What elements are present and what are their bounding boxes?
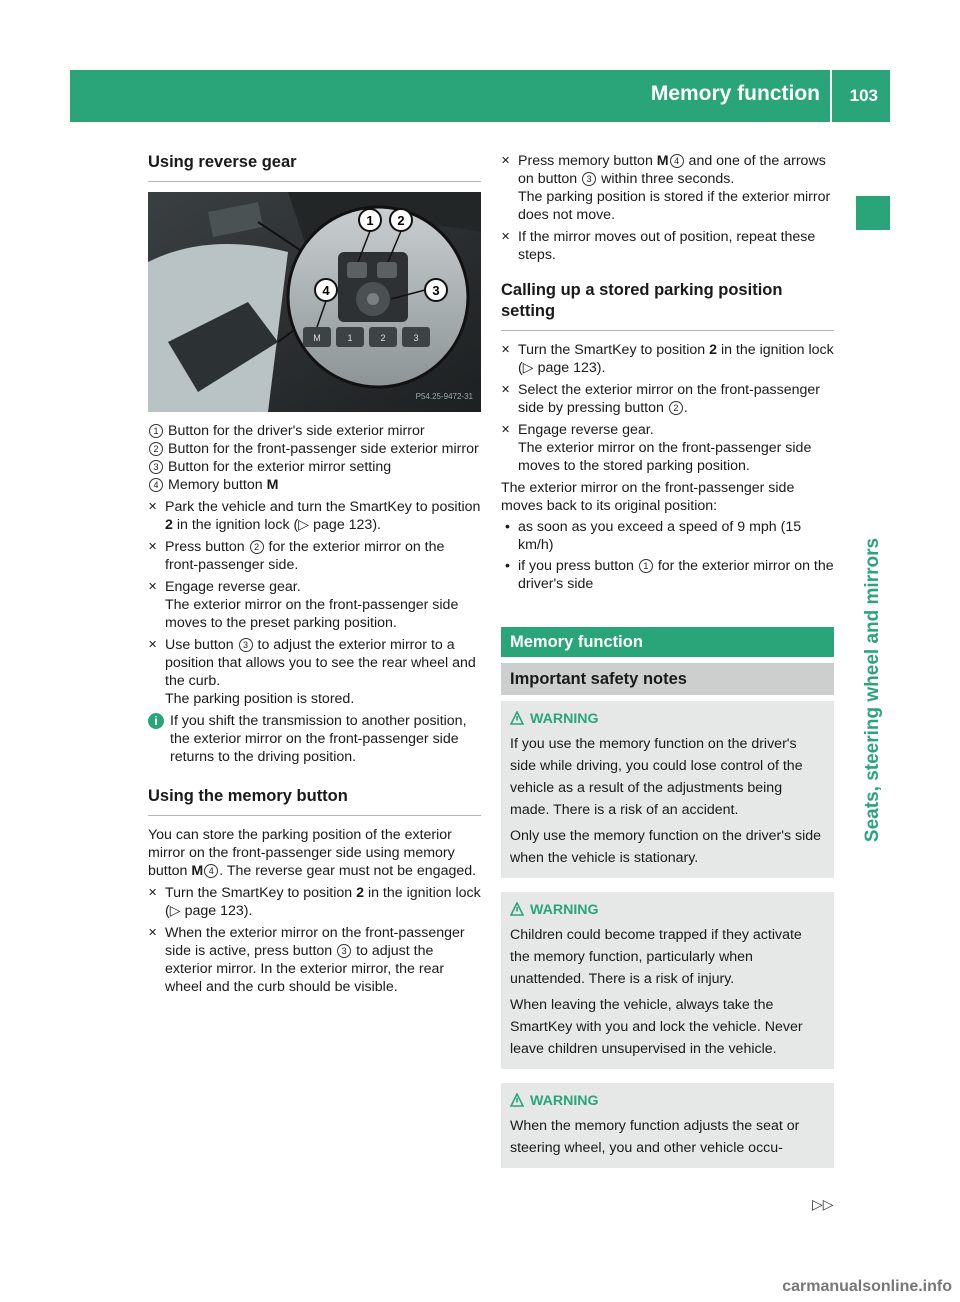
step-item: ✕ Engage reverse gear. The exterior mirror on the front-passenger side moves to the preset parking position. xyxy=(148,579,459,631)
info-icon: i xyxy=(148,713,164,729)
page-number: 103 xyxy=(849,86,878,105)
legend-item: 3 Button for the exterior mirror setting xyxy=(148,458,481,476)
step-item: ✕ Engage reverse gear. The exterior mirror on the front-passenger side moves to the stored parking position. xyxy=(501,422,812,474)
warning-box: WARNING When the memory function adjusts the seat or steering wheel, you and other vehicle occu- xyxy=(501,1083,834,1168)
step-item: ✕ Press button 2 for the exterior mirror on the front-passenger side. xyxy=(148,539,445,573)
legend-item: 4 Memory button M xyxy=(148,476,481,494)
step-item: ✕ Use button 3 to adjust the exterior mirror to a position that allows you to see the rear wheel and the curb. The parking position is stored. xyxy=(148,637,476,707)
step-item: ✕ If the mirror moves out of position, repeat these steps. xyxy=(501,229,816,263)
section-title-memory-button: Using the memory button xyxy=(148,786,481,816)
step-item: ✕ Select the exterior mirror on the front-passenger side by pressing button 2 . xyxy=(501,382,821,416)
figure-code: P54.25-9472-31 xyxy=(415,392,473,401)
section-title-reverse-gear: Using reverse gear xyxy=(148,152,481,182)
step-item: ✕ Turn the SmartKey to position 2 in the ignition lock (▷ page 123). xyxy=(501,342,834,376)
door-panel-illustration xyxy=(148,192,481,412)
warning-triangle-icon xyxy=(510,711,524,725)
svg-text:1: 1 xyxy=(347,333,353,343)
right-column xyxy=(501,152,834,1168)
warning-box: WARNING Children could become trapped if they activate the memory function, particularly when unattended. There is a risk of injury. When leaving the vehicle, always take the SmartKey with you and lock the vehicle. Never leave children unsupervised in the vehicle. xyxy=(501,892,834,1069)
header-separator xyxy=(830,70,832,122)
warning-triangle-icon xyxy=(510,1093,524,1107)
callout-3: 3 xyxy=(432,283,440,298)
return-paragraph: The exterior mirror on the front-passenger side moves back to its original position: xyxy=(501,480,795,514)
continue-mark: ▷▷ xyxy=(812,1196,834,1212)
callout-4: 4 xyxy=(322,283,330,298)
callout-2: 2 xyxy=(397,213,405,228)
svg-text:2: 2 xyxy=(380,333,386,343)
footer-watermark: carmanualsonline.info xyxy=(782,1278,952,1295)
step-item: ✕ When the exterior mirror on the front-passenger side is active, press button 3 to adjust the exterior mirror. In the exterior mirror, the rear wheel and the curb should be visible. xyxy=(148,925,465,995)
svg-text:M: M xyxy=(313,333,321,343)
side-tab-marker xyxy=(856,196,890,230)
mirror-controls-figure xyxy=(148,192,481,412)
header-title: Memory function xyxy=(650,82,820,105)
warning-triangle-icon xyxy=(510,902,524,916)
step-item: ✕ Park the vehicle and turn the SmartKey to position 2 in the ignition lock (▷ page 123). xyxy=(148,499,481,533)
bullet-item: • as soon as you exceed a speed of 9 mph (15 km/h) xyxy=(505,519,802,553)
page-header xyxy=(70,70,890,122)
warning-box: WARNING If you use the memory function on the driver's side while driving, you could lose control of the vehicle as a result of the adjustments being made. There is a risk of an accident. Only use the memory function on the driver's side when the vehicle is stationary. xyxy=(501,701,834,878)
legend-item: 2 Button for the front-passenger side exterior mirror xyxy=(148,440,481,458)
section-band-memory-function: Memory function xyxy=(501,627,834,657)
memory-intro: You can store the parking position of the exterior mirror on the front-passenger side using memory button M 4 . The reverse gear must not be engaged. xyxy=(148,827,477,879)
step-item: ✕ Press memory button M 4 and one of the arrows on button 3 within three seconds. The parking position is stored if the exterior mirror does not move. xyxy=(501,153,831,223)
section-band-safety-notes: Important safety notes xyxy=(501,663,834,695)
svg-text:3: 3 xyxy=(413,333,419,343)
step-item: ✕ Turn the SmartKey to position 2 in the ignition lock (▷ page 123). xyxy=(148,885,481,919)
bullet-item: • if you press button 1 for the exterior mirror on the driver's side xyxy=(505,558,834,592)
legend-item: 1 Button for the driver's side exterior mirror xyxy=(148,422,481,440)
callout-1: 1 xyxy=(366,213,374,228)
left-column xyxy=(148,152,481,996)
info-note: i If you shift the transmission to another position, the exterior mirror on the front-passenger side returns to the driving position. xyxy=(148,712,481,766)
section-title-stored-parking: Calling up a stored parking position setting xyxy=(501,280,834,331)
